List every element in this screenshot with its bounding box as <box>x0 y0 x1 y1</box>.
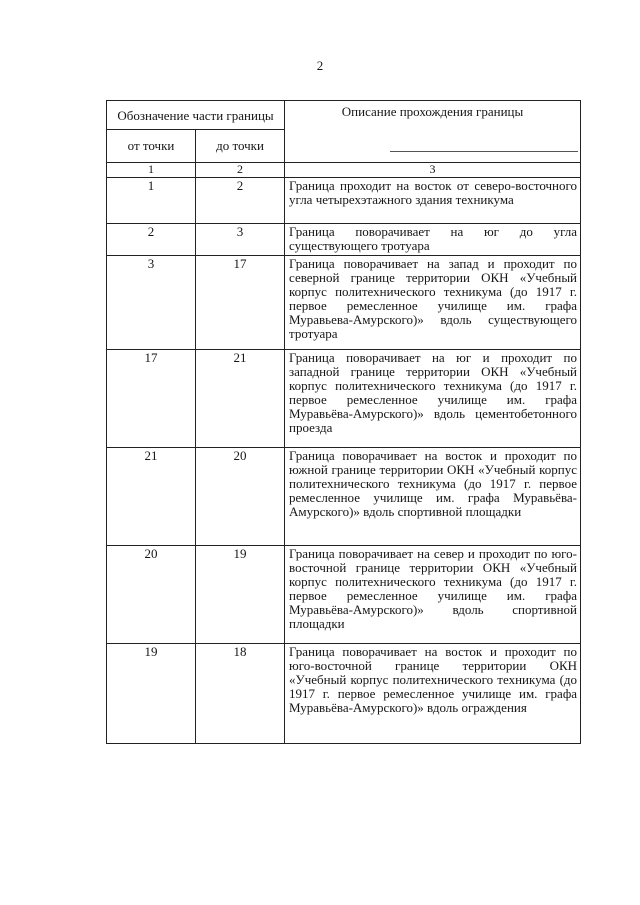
description-cell: Граница поворачивает на восток и проходит по южной границе территории ОКН «Учебный корпус политехнического техникума (до 1917 г. первое ремесленное училище им. графа Муравьёва-Амурского)» вдоль спортивной площадки <box>285 448 581 546</box>
to-point-cell: 17 <box>196 256 285 350</box>
header-from-point: от точки <box>107 130 196 163</box>
description-cell: Граница поворачивает на юг до угла существующего тротуара <box>285 224 581 256</box>
description-cell: Граница поворачивает на запад и проходит по северной границе территории ОКН «Учебный корпус политехнического техникума (до 1917 г. первое ремесленное училище им. графа Муравьева-Амурского)» вдоль существующего тротуара <box>285 256 581 350</box>
description-cell: Граница поворачивает на север и проходит по юго-восточной границе территории ОКН «Учебный корпус политехнического техникума (до 1917 г. первое ремесленное училище им. графа Муравьёва-Амурского)» вдоль спортивной площадки <box>285 546 581 644</box>
boundary-table <box>106 100 581 744</box>
description-cell: Граница проходит на восток от северо-восточного угла четырехэтажного здания техникума <box>285 178 581 224</box>
to-point-cell: 20 <box>196 448 285 546</box>
from-point-cell: 17 <box>107 350 196 448</box>
from-point-cell: 3 <box>107 256 196 350</box>
header-boundary-part: Обозначение части границы <box>107 101 285 130</box>
to-point-cell: 2 <box>196 178 285 224</box>
from-point-cell: 19 <box>107 644 196 744</box>
table-row <box>107 256 581 350</box>
header-col-number-2: 2 <box>196 163 285 178</box>
header-col-number-1: 1 <box>107 163 196 178</box>
table-row <box>107 448 581 546</box>
table-row <box>107 546 581 644</box>
from-point-cell: 1 <box>107 178 196 224</box>
from-point-cell: 20 <box>107 546 196 644</box>
description-cell: Граница поворачивает на юг и проходит по западной границе территории ОКН «Учебный корпус политехнического техникума (до 1917 г. первое ремесленное училище им. графа Муравьёва-Амурского)» вдоль цементобетонного проезда <box>285 350 581 448</box>
header-description-label: Описание прохождения границы <box>341 104 524 119</box>
to-point-cell: 3 <box>196 224 285 256</box>
header-to-point: до точки <box>196 130 285 163</box>
from-point-cell: 2 <box>107 224 196 256</box>
table-row <box>107 644 581 744</box>
table-row <box>107 178 581 224</box>
table-row <box>107 224 581 256</box>
to-point-cell: 19 <box>196 546 285 644</box>
header-col-number-3: 3 <box>285 163 581 178</box>
description-cell: Граница поворачивает на восток и проходит по юго-восточной границе территории ОКН «Учебный корпус политехнического техникума (до 1917 г. первое ремесленное училище им. графа Муравьёва-Амурского)» вдоль ограждения <box>285 644 581 744</box>
to-point-cell: 18 <box>196 644 285 744</box>
to-point-cell: 21 <box>196 350 285 448</box>
header-description <box>285 101 581 163</box>
page-number: 2 <box>316 58 324 73</box>
from-point-cell: 21 <box>107 448 196 546</box>
header-divider <box>390 151 578 152</box>
table-row <box>107 350 581 448</box>
